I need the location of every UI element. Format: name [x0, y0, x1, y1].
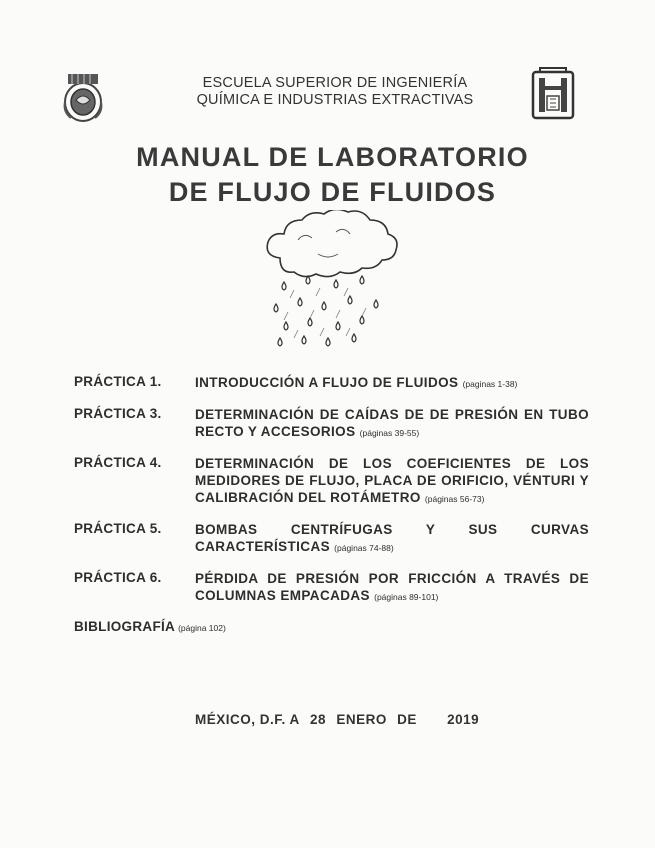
school-name-line2: QUÍMICA E INDUSTRIAS EXTRACTIVAS [196, 92, 474, 108]
toc-entry-pages: (paginas 1-38) [462, 379, 518, 389]
date-de: DE [397, 712, 417, 727]
page-title [60, 140, 605, 210]
toc-entry-pages: (páginas 89-101) [374, 592, 439, 602]
toc-entry-label: PRÁCTICA 4. [74, 455, 162, 470]
school-name [150, 75, 520, 109]
bibliography-label: BIBLIOGRAFÍA [74, 619, 176, 634]
toc-entry-title: PÉRDIDA DE PRESIÓN POR FRICCIÓN A TRAVÉS DE COLUMNAS EMPACADAS [195, 571, 589, 603]
esiqie-emblem-icon [530, 66, 576, 120]
toc-entry-title: INTRODUCCIÓN A FLUJO DE FLUIDOS [195, 375, 459, 390]
title-line2: DE FLUJO DE FLUIDOS [168, 177, 497, 207]
toc-entry-practica-5 [74, 521, 589, 557]
date-year: 2019 [447, 712, 480, 727]
toc-entry-pages: (páginas 56-73) [424, 494, 485, 504]
toc-entry-practica-3 [74, 406, 589, 442]
toc-entry-title: DETERMINACIÓN DE CAÍDAS DE DE PRESIÓN EN TUBO RECTO Y ACCESORIOS [195, 407, 589, 439]
school-name-line1: ESCUELA SUPERIOR DE INGENIERÍA [202, 75, 468, 91]
toc-entry-practica-6 [74, 570, 589, 606]
toc-entry-label: PRÁCTICA 3. [74, 406, 162, 421]
toc-entry-practica-1 [74, 374, 589, 393]
toc-entry-title: BOMBAS CENTRÍFUGAS Y SUS CURVAS CARACTERÍSTICAS [195, 522, 589, 554]
toc-entry-practica-4 [74, 455, 589, 508]
toc-entry-label: PRÁCTICA 1. [74, 374, 162, 389]
rain-cloud-icon [258, 210, 408, 352]
date-line [195, 712, 485, 727]
toc-entry-pages: (páginas 39-55) [359, 428, 420, 438]
date-month: ENERO [336, 712, 387, 727]
toc-entry-title: DETERMINACIÓN DE LOS COEFICIENTES DE LOS MEDIDORES DE FLUJO, PLACA DE ORIFICIO, VÉNTURI Y CALIBRACIÓN DEL ROTÁMETRO [195, 456, 589, 505]
ipn-seal-icon [62, 72, 104, 124]
title-line1: MANUAL DE LABORATORIO [136, 142, 529, 172]
table-of-contents [74, 374, 589, 647]
toc-entry-bibliography [74, 619, 589, 634]
date-place: MÉXICO, D.F. A [195, 712, 300, 727]
bibliography-pages: (página 102) [178, 623, 226, 633]
toc-entry-label: PRÁCTICA 5. [74, 521, 162, 536]
date-day: 28 [310, 712, 327, 727]
toc-entry-label: PRÁCTICA 6. [74, 570, 162, 585]
toc-entry-pages: (páginas 74-88) [334, 543, 394, 553]
